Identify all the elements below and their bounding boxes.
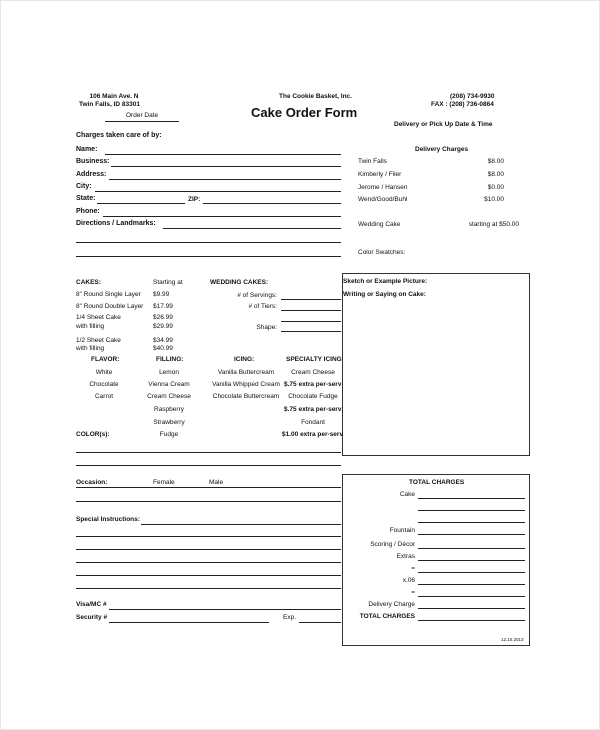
total-item-field[interactable] — [418, 534, 525, 535]
address-label: Address: — [76, 171, 107, 178]
specialty-option: Cream Cheese — [291, 369, 335, 376]
directions-field-1[interactable] — [163, 228, 341, 229]
cake-item-price: $9.99 — [153, 291, 170, 298]
security-field[interactable] — [109, 622, 269, 623]
color-label: COLOR(s): — [76, 431, 110, 438]
city-label: City: — [76, 183, 92, 190]
cake-item-price: $17.99 — [153, 303, 173, 310]
state-field[interactable] — [97, 203, 185, 204]
company-phone: (208) 734-9930 — [450, 93, 495, 100]
filling-option: Raspberry — [154, 406, 184, 413]
special-instructions-field-1[interactable] — [141, 524, 341, 525]
company-fax: FAX : (208) 736-0864 — [431, 101, 494, 108]
tiers-label: # of Tiers: — [248, 303, 277, 310]
specialty-price: $1.00 extra per-serv — [282, 431, 344, 438]
occasion-field-2[interactable] — [76, 501, 341, 502]
delivery-date-label: Delivery or Pick Up Date & Time — [394, 121, 493, 128]
specialty-option: Chocolate Fudge — [288, 393, 338, 400]
page-title: Cake Order Form — [251, 105, 358, 120]
filling-option: Fudge — [159, 431, 179, 438]
flavor-option: Chocolate — [89, 381, 119, 388]
cake-item-name: 1/2 Sheet Cake — [76, 337, 121, 344]
cake-item-price-2: $29.99 — [153, 323, 173, 330]
cake-item-name: 1/4 Sheet Cake — [76, 314, 121, 321]
specialty-option: Fondant — [301, 419, 325, 426]
filling-option: Vienna Cream — [148, 381, 190, 388]
delivery-place: Kimberly / Filer — [358, 171, 402, 178]
cake-item-price: $34.99 — [153, 337, 173, 344]
color-field-1[interactable] — [76, 452, 341, 453]
visa-label: Visa/MC # — [76, 601, 107, 608]
directions-field-3[interactable] — [76, 256, 341, 257]
address-field[interactable] — [109, 179, 341, 180]
total-item-field[interactable] — [418, 510, 525, 511]
total-item-field[interactable] — [418, 522, 525, 523]
icing-label: ICING: — [234, 356, 255, 363]
address-line2: Twin Falls, ID 83301 — [79, 101, 140, 108]
business-field[interactable] — [111, 166, 341, 167]
sketch-label: Sketch or Example Picture: — [343, 278, 428, 285]
writing-label: Writing or Saying on Cake: — [343, 291, 426, 298]
cakes-label: CAKES: — [76, 279, 101, 286]
servings-label: # of Servings: — [237, 292, 277, 299]
total-item-field[interactable] — [418, 498, 525, 499]
name-field[interactable] — [105, 154, 341, 155]
occasion-field[interactable] — [76, 487, 341, 488]
name-label: Name: — [76, 146, 98, 153]
female-label: Female — [153, 479, 175, 486]
state-label: State: — [76, 195, 96, 202]
special-instructions-field-6[interactable] — [76, 588, 341, 589]
flavor-label: FLAVOR: — [91, 356, 120, 363]
cake-item-name: 8" Round Single Layer — [76, 291, 141, 298]
form-version-code: 12.10.2013 — [501, 637, 524, 642]
delivery-price: $8.00 — [487, 171, 504, 178]
total-item-label: Fountain — [389, 527, 415, 534]
zip-label: ZIP: — [188, 196, 201, 203]
phone-field[interactable] — [103, 216, 341, 217]
total-item-field[interactable] — [418, 548, 525, 549]
total-item-label: Extras — [396, 553, 415, 560]
cake-item-name-2: with filling — [76, 345, 105, 352]
total-item-field[interactable] — [418, 560, 525, 561]
visa-field[interactable] — [109, 609, 341, 610]
total-charges-label: TOTAL CHARGES — [359, 613, 415, 620]
address-line1: 106 Main Ave. N — [89, 93, 139, 100]
cake-item-price-2: $40.99 — [153, 345, 173, 352]
tiers-field-2[interactable] — [281, 321, 341, 322]
occasion-label: Occasion: — [76, 479, 108, 486]
color-swatches-label: Color Swatches: — [358, 249, 406, 256]
exp-field[interactable] — [299, 622, 341, 623]
special-instructions-field-3[interactable] — [76, 549, 341, 550]
servings-field[interactable] — [281, 299, 341, 300]
order-date-label: Order Date — [126, 112, 159, 119]
total-item-label: Delivery Charge — [368, 601, 415, 608]
total-item-field[interactable] — [418, 596, 525, 597]
order-date-line[interactable] — [105, 121, 179, 122]
icing-option: Chocolate Buttercream — [212, 393, 280, 400]
tiers-field[interactable] — [281, 310, 341, 311]
total-item-label: x.06 — [402, 577, 415, 584]
icing-option: Vanilla Whipped Cream — [212, 381, 280, 388]
delivery-price: $8.00 — [487, 158, 504, 165]
delivery-place: Twin Falls — [358, 158, 387, 165]
filling-option: Lemon — [159, 369, 179, 376]
delivery-place: Wend/Good/Buhl — [358, 196, 408, 203]
wedding-cake-delivery-price: starting at $50.00 — [468, 221, 519, 228]
total-item-field[interactable] — [418, 572, 525, 573]
filling-label: FILLING: — [156, 356, 184, 363]
wedding-cake-delivery-label: Wedding Cake — [358, 221, 401, 228]
flavor-option: White — [95, 369, 113, 376]
cake-item-name: 8" Round Double Layer — [76, 303, 144, 310]
city-field[interactable] — [95, 191, 341, 192]
shape-label: Shape: — [256, 324, 277, 331]
business-label: Business: — [76, 158, 110, 165]
total-item-field[interactable] — [418, 584, 525, 585]
phone-label: Phone: — [76, 208, 100, 215]
special-instructions-field-2[interactable] — [76, 536, 341, 537]
wedding-cakes-label: WEDDING CAKES: — [210, 279, 269, 286]
delivery-place: Jerome / Hansen — [358, 184, 408, 191]
filling-option: Strawberry — [153, 419, 185, 426]
security-label: Security # — [76, 614, 108, 621]
flavor-option: Carrot — [94, 393, 114, 400]
directions-field-2[interactable] — [76, 242, 341, 243]
charges-label: Charges taken care of by: — [76, 132, 162, 139]
delivery-price: $0.00 — [487, 184, 504, 191]
specialty-price: $.75 extra per-serv — [284, 406, 342, 413]
delivery-charges-heading: Delivery Charges — [415, 146, 469, 153]
starting-at-label: Starting at — [153, 279, 183, 286]
directions-label: Directions / Landmarks: — [76, 220, 156, 227]
male-label: Male — [209, 479, 224, 486]
exp-label: Exp. — [283, 614, 297, 621]
total-item-label: = — [411, 589, 415, 596]
cake-item-name-2: with filling — [76, 323, 105, 330]
specialty-icing-label: SPECIALTY ICING — [286, 356, 342, 363]
total-item-label: = — [411, 565, 415, 572]
sketch-box[interactable] — [342, 273, 530, 456]
company-name: The Cookie Basket, Inc. — [279, 93, 352, 100]
total-item-label: Cake — [399, 491, 415, 498]
shape-field[interactable] — [281, 331, 341, 332]
special-instructions-field-5[interactable] — [76, 575, 341, 576]
cake-item-price: $26.99 — [153, 314, 173, 321]
special-instructions-label: Special Instructions: — [76, 516, 140, 523]
total-item-label: Scoring / Décor — [370, 541, 415, 548]
specialty-price: $.75 extra per-serv — [284, 381, 342, 388]
delivery-price: $10.00 — [484, 196, 504, 203]
icing-option: Vanilla Buttercream — [217, 369, 275, 376]
totals-heading: TOTAL CHARGES — [409, 479, 465, 486]
color-field-2[interactable] — [76, 465, 341, 466]
special-instructions-field-4[interactable] — [76, 562, 341, 563]
total-item-field[interactable] — [418, 608, 525, 609]
total-charges-field[interactable] — [418, 620, 525, 621]
filling-option: Cream Cheese — [147, 393, 191, 400]
zip-field[interactable] — [203, 203, 341, 204]
